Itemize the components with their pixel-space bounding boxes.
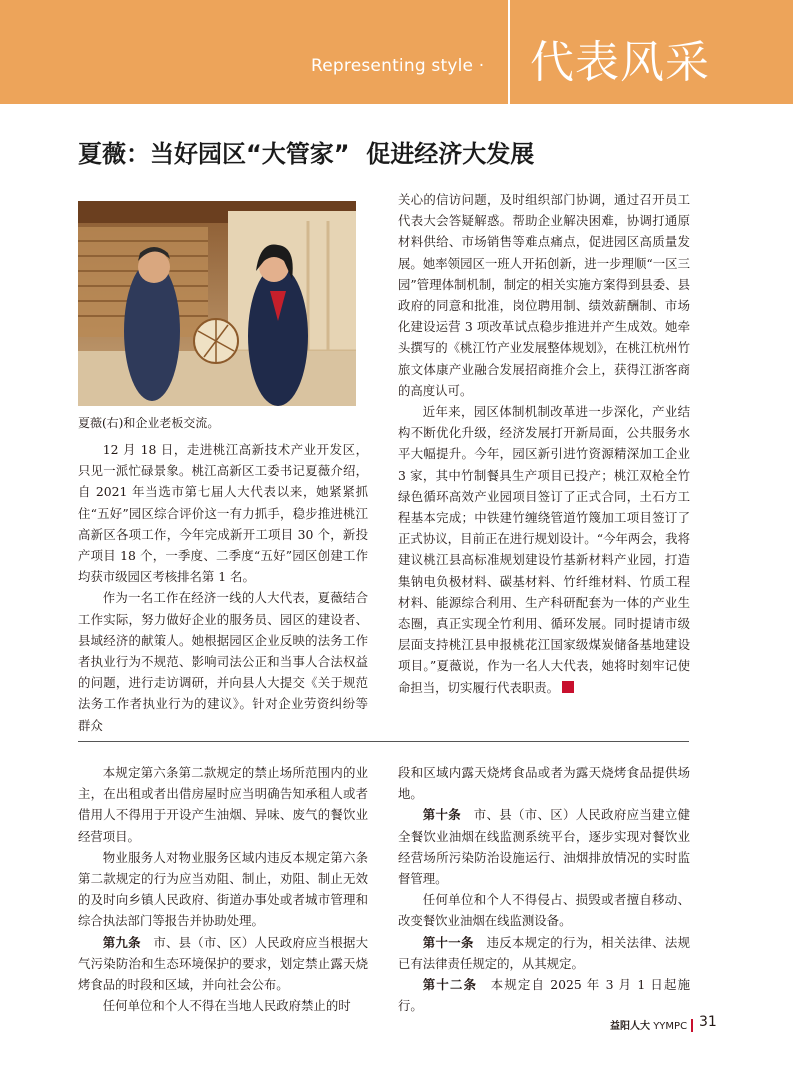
section-divider [78,741,689,742]
publication-abbr: YYMPC [653,1021,688,1032]
regulation-text: 市、县（市、区）人民政府应当建立健全餐饮业油烟在线监测系统平台，逐步实现对餐饮业经营场所污染防治设施运行、油烟排放情况的实时监督管理。 [398,807,691,887]
article-paragraph-text: 近年来，园区体制机制改革进一步深化，产业结构不断优化升级，经济发展打开新局面，公共服务水平大幅提升。今年，园区新引进竹资源精深加工企业 3 家，其中竹制餐具生产项目已投产；桃江双枪全竹绿色循环高效产业园项目签订了正式合同，土石方工程基本完成；中铁建竹缠绕管道竹篾加工项目签订了正式协议，目前正在进行规划设计。“今年两会，我将建议桃江县高标准规划建设竹基新材料产业园，打造集钠电负极材料、碳基材料、竹纤维材料、竹质工程材料、能源综合利用、生产科研配套为一体的产业生态圈，真正实现全竹利用、循环发展。同时提请市级层面支持桃江县申报桃花江国家级煤炭储备基地建设项目。”夏薇说，作为一名人大代表，她将时刻牢记使命担当，切实履行代表职责。 [398,404,690,695]
regulation-column-left [78,762,368,1016]
photo-illustration [78,201,356,406]
footer-bar [691,1019,693,1032]
regulation-text: 任何单位和个人不得在当地人民政府禁止的时 [102,998,351,1014]
article-number: 第十一条 [422,934,474,950]
regulation-column-right [398,762,690,1016]
regulation-paragraph [398,762,690,804]
regulation-paragraph [78,762,368,847]
regulation-text: 本规定第六条第二款规定的禁止场所范围内的业主，在出租或者出借房屋时应当明确告知承租人或者借用人不得用于开设产生油烟、异味、废气的餐饮业经营项目。 [78,765,368,844]
regulation-paragraph [398,889,690,931]
article-paragraph: 关心的信访问题，及时组织部门协调，通过召开员工代表大会答疑解惑。帮助企业解决困难，协调打通原材料供给、市场销售等难点痛点，促进园区高质量发展。她率领园区一班人开拓创新，进一步理顺“一区三园”管理体制机制，制定的相关实施方案得到县委、县政府的同意和批准，岗位聘用制、绩效薪酬制、市场化建设运营 3 项改革试点稳步推进并产生成效。她牵头撰写的《桃江竹产业发展整体规划》，在桃江杭州竹旅文体康产业融合发展招商推介会上，获得江浙客商的高度认可。 [398,192,690,398]
photo-caption: 夏薇(右)和企业老板交流。 [78,416,220,430]
section-title-chinese: 代表风采 [530,37,710,88]
regulation-text: 违反本规定的行为，相关法律、法规已有法律责任规定的，从其规定。 [398,934,691,971]
article-number: 第九条 [102,934,141,950]
regulation-text: 物业服务人对物业服务区域内违反本规定第六条第二款规定的行为应当劝阻、制止，劝阻、制止无效的及时向乡镇人民政府、街道办事处或者城市管理和综合执法部门等报告并协助处理。 [78,849,368,929]
regulation-paragraph [78,847,368,932]
regulation-article [398,974,690,1016]
article-photo [78,201,356,406]
page-number: 31 [699,1014,717,1030]
article-number: 第十二条 [422,977,478,993]
regulation-text: 段和区域内露天烧烤食品或者为露天烧烤食品提供场地。 [398,765,690,802]
regulation-text: 本规定自 2025 年 3 月 1 日起施行。 [398,977,691,1014]
regulation-text: 市、县（市、区）人民政府应当根据大气污染防治和生态环境保护的要求，划定禁止露天烧烤食品的时段和区域，并向社会公布。 [78,934,368,993]
article-paragraph: 12 月 18 日，走进桃江高新技术产业开发区，只见一派忙碌景象。桃江高新区工委书记夏薇介绍，自 2021 年当选市第七届人大代表以来，她紧紧抓住“五好”园区综合评价这一有力抓手，稳步推进桃江高新区各项工作，今年完成新开工项目 30 个，新投产项目 18 个，一季度、二季度“五好”园区创建工作均获市级园区考核排名第 1 名。 [78,442,368,585]
end-mark-icon [562,681,574,693]
regulation-article [398,804,690,889]
header-divider [508,0,510,104]
page-footer [610,1014,717,1032]
regulation-paragraph [78,995,368,1016]
section-title-english: Representing style · [311,56,485,76]
regulation-article [398,932,690,974]
regulation-article [78,932,368,996]
article-paragraph [398,401,690,698]
regulation-text: 任何单位和个人不得侵占、损毁或者擅自移动、改变餐饮业油烟在线监测设备。 [398,892,690,929]
article-number: 第十条 [422,807,462,823]
publication-name: 益阳人大 [610,1021,650,1032]
section-header [0,0,793,104]
article-headline: 夏薇：当好园区“大管家” 促进经济大发展 [78,140,535,168]
article-paragraph: 作为一名工作在经济一线的人大代表，夏薇结合工作实际，努力做好企业的服务员、园区的建设者、县域经济的献策人。她根据园区企业反映的法务工作者执业行为不规范、影响司法公正和当事人合法权益的问题，进行走访调研，并向县人大提交《关于规范法务工作者执业行为的建议》。针对企业劳资纠纷等群众 [78,590,368,733]
article-column-right [398,189,690,698]
article-column-left [78,439,368,736]
